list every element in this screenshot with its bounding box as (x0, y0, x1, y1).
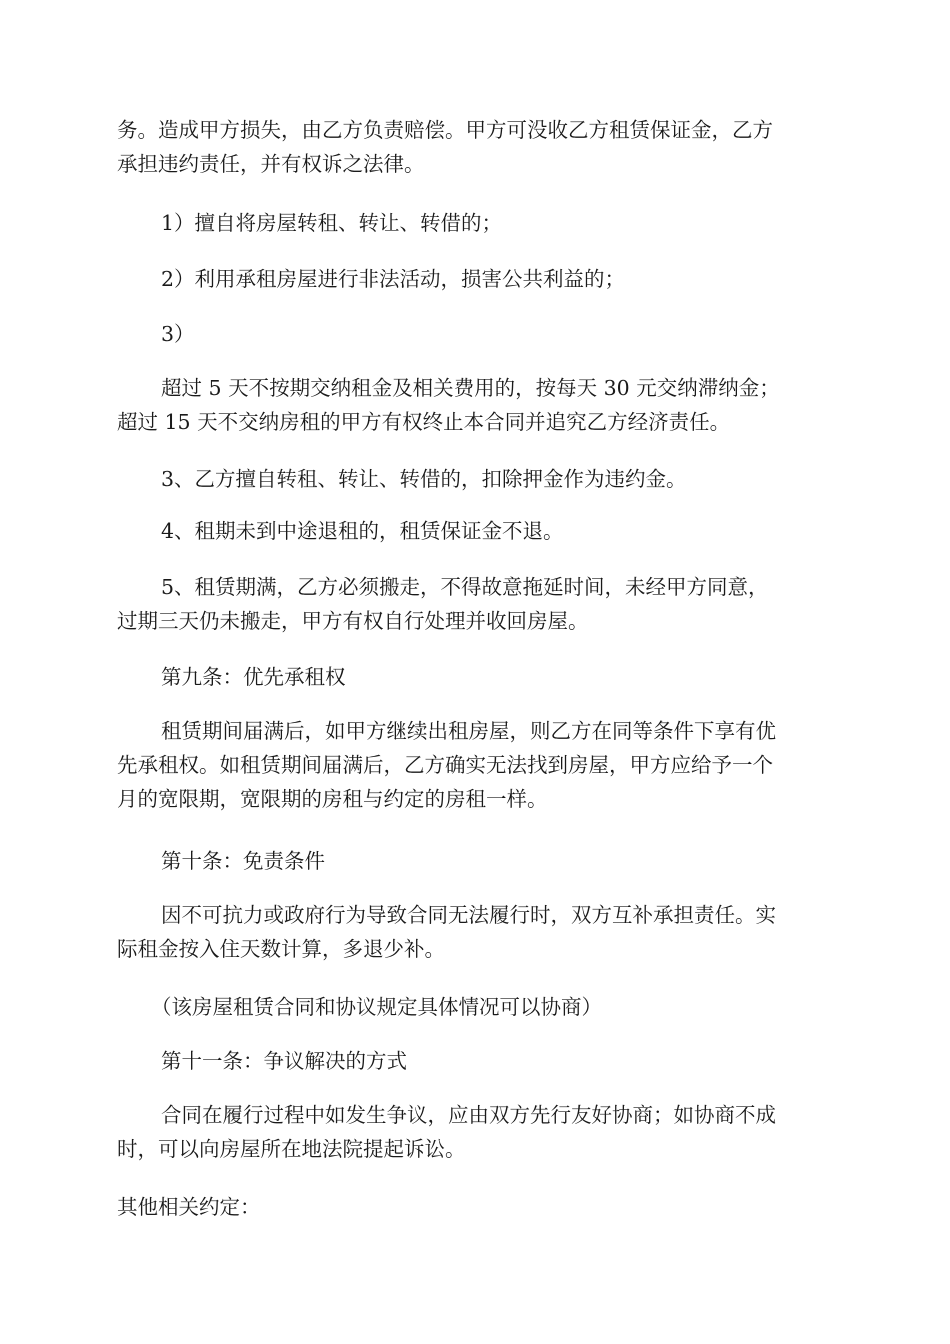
text-line: （该房屋租赁合同和协议规定具体情况可以协商） (151, 995, 602, 1019)
text-line: 3） (161, 322, 195, 346)
text-line: 第九条：优先承租权 (161, 665, 346, 689)
paragraph-late-fee (117, 371, 837, 439)
paragraph-clause-5 (117, 570, 837, 638)
text-line: 第十一条：争议解决的方式 (161, 1049, 407, 1073)
text-line: 租赁期间届满后，如甲方继续出租房屋，则乙方在同等条件下享有优 (161, 719, 776, 743)
heading-article-10 (117, 844, 837, 878)
text-line: 4、租期未到中途退租的，租赁保证金不退。 (161, 519, 564, 543)
text-line: 承担违约责任，并有权诉之法律。 (117, 152, 425, 176)
paragraph-item-1 (117, 206, 837, 240)
heading-other-agreements (117, 1190, 837, 1224)
text-line: 第十条：免责条件 (161, 849, 325, 873)
paragraph-breach-liability (117, 113, 837, 181)
text-line: 超过 5 天不按期交纳租金及相关费用的，按每天 30 元交纳滞纳金； (161, 376, 780, 400)
text-line: 时，可以向房屋所在地法院提起诉讼。 (117, 1137, 466, 1161)
text-line: 际租金按入住天数计算，多退少补。 (117, 937, 445, 961)
paragraph-dispute-resolution (117, 1098, 837, 1166)
text-line: 合同在履行过程中如发生争议，应由双方先行友好协商；如协商不成 (161, 1103, 776, 1127)
paragraph-clause-4 (117, 514, 837, 548)
text-line: 3、乙方擅自转租、转让、转借的，扣除押金作为违约金。 (161, 467, 687, 491)
heading-article-11 (117, 1044, 837, 1078)
heading-article-9 (117, 660, 837, 694)
paragraph-priority-lease (117, 714, 837, 816)
paragraph-item-2 (117, 262, 837, 296)
text-line: 先承租权。如租赁期间届满后，乙方确实无法找到房屋，甲方应给予一个 (117, 753, 773, 777)
text-line: 2）利用承租房屋进行非法活动，损害公共利益的； (161, 267, 626, 291)
paragraph-force-majeure (117, 898, 837, 966)
paragraph-clause-3 (117, 462, 837, 496)
paragraph-item-3 (117, 317, 837, 351)
paragraph-negotiation-note (117, 990, 837, 1024)
text-line: 过期三天仍未搬走，甲方有权自行处理并收回房屋。 (117, 609, 589, 633)
text-line: 1）擅自将房屋转租、转让、转借的； (161, 211, 503, 235)
text-line: 5、租赁期满，乙方必须搬走，不得故意拖延时间，未经甲方同意， (161, 575, 769, 599)
text-line: 其他相关约定： (117, 1195, 261, 1219)
text-line: 月的宽限期，宽限期的房租与约定的房租一样。 (117, 787, 548, 811)
text-line: 务。造成甲方损失，由乙方负责赔偿。甲方可没收乙方租赁保证金，乙方 (117, 118, 773, 142)
text-line: 因不可抗力或政府行为导致合同无法履行时，双方互补承担责任。实 (161, 903, 776, 927)
text-line: 超过 15 天不交纳房租的甲方有权终止本合同并追究乙方经济责任。 (117, 410, 731, 434)
